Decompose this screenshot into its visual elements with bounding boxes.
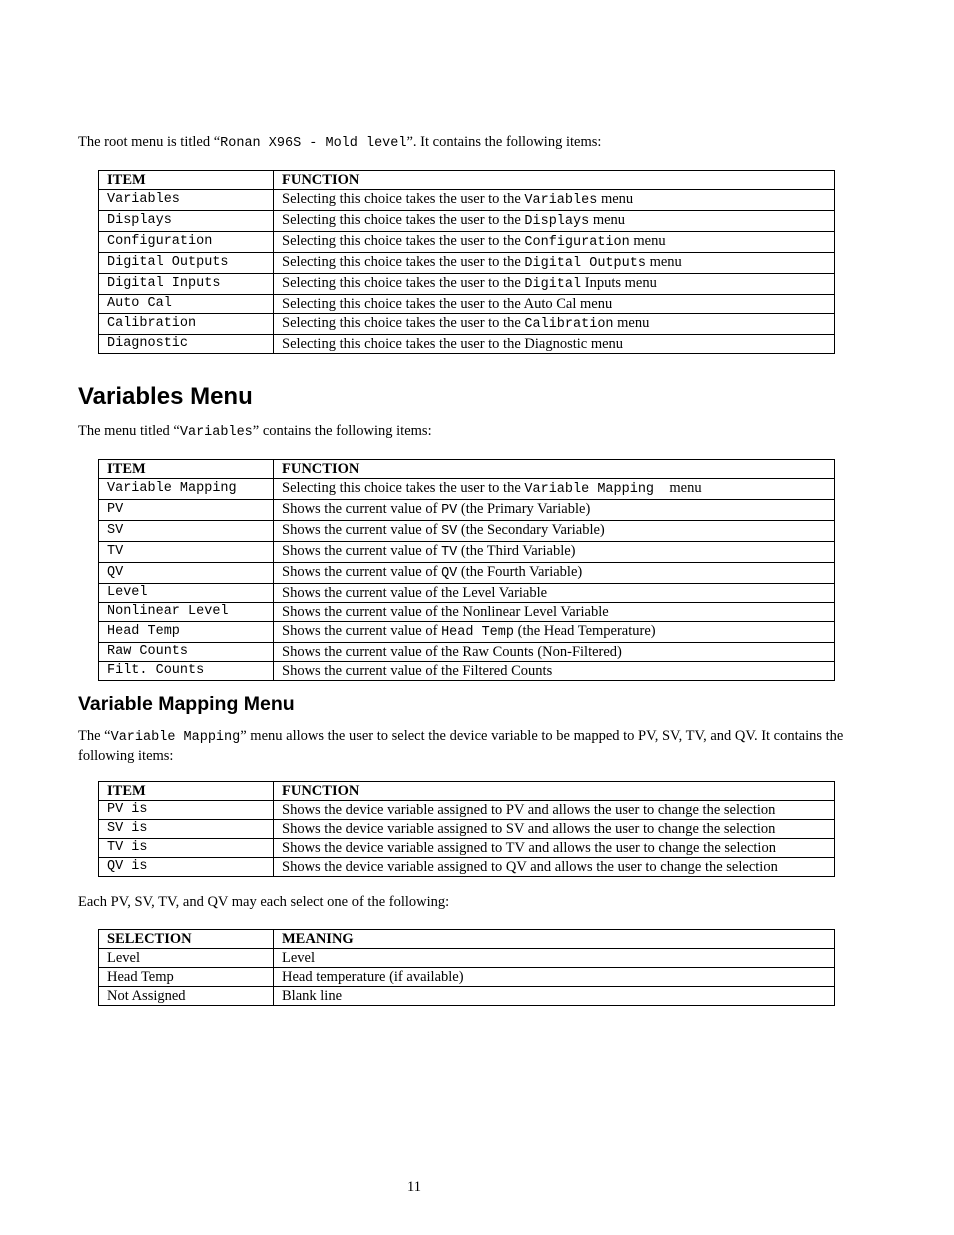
function-code: Displays	[524, 214, 590, 229]
table-row	[99, 858, 835, 877]
cell-item: Digital Inputs	[99, 274, 274, 295]
variable-mapping-menu-heading: Variable Mapping Menu	[78, 693, 295, 715]
table-row	[99, 274, 835, 295]
cell-function	[274, 584, 835, 603]
intro-pre: The “	[78, 728, 111, 744]
cell-item: Head Temp	[99, 968, 274, 987]
cell-item: Displays	[99, 211, 274, 232]
table-row	[99, 820, 835, 839]
variables-menu-intro	[78, 422, 848, 442]
function-text: Shows the current value of the Nonlinear Level Variable	[282, 604, 609, 620]
table-row	[99, 949, 835, 968]
root-menu-table	[98, 170, 835, 354]
table-row	[99, 662, 835, 681]
cell-function	[274, 232, 835, 253]
function-code: SV	[441, 524, 458, 539]
variables-title-code: Variables	[179, 425, 253, 440]
root-menu-title-code: Ronan X96S - Mold level	[220, 136, 407, 151]
table-row	[99, 295, 835, 314]
variable-mapping-intro	[78, 727, 848, 765]
cell-function	[274, 274, 835, 295]
function-code: PV	[441, 503, 458, 518]
cell-function	[274, 314, 835, 335]
function-text: Selecting this choice takes the user to the	[282, 212, 525, 228]
cell-function	[274, 295, 835, 314]
header-item: ITEM	[99, 782, 274, 801]
variables-menu-table	[98, 459, 835, 681]
function-text: Shows the device variable assigned to SV and allows the user to change the selection	[282, 821, 776, 837]
table-row	[99, 622, 835, 643]
intro-pre: The menu titled “	[78, 423, 180, 439]
function-text-suffix: menu	[645, 254, 682, 270]
table-row	[99, 335, 835, 354]
function-text: Selecting this choice takes the user to the Auto Cal menu	[282, 296, 613, 312]
table-row	[99, 603, 835, 622]
cell-function	[274, 820, 835, 839]
table-header-row	[99, 782, 835, 801]
function-text-suffix: menu	[613, 315, 650, 331]
cell-function	[274, 801, 835, 820]
variable-mapping-table	[98, 781, 835, 877]
cell-item: QV	[99, 563, 274, 584]
table-row	[99, 839, 835, 858]
function-code: QV	[441, 566, 458, 581]
cell-function	[274, 479, 835, 500]
function-text: Shows the device variable assigned to QV and allows the user to change the selection	[282, 859, 778, 875]
cell-function	[274, 211, 835, 232]
function-text: Shows the current value of	[282, 543, 442, 559]
function-text: Selecting this choice takes the user to the	[282, 254, 525, 270]
selection-table	[98, 929, 835, 1006]
cell-item: Diagnostic	[99, 335, 274, 354]
cell-function	[274, 643, 835, 662]
header-item: ITEM	[99, 171, 274, 190]
cell-item: Filt. Counts	[99, 662, 274, 681]
function-text-suffix: menu	[589, 212, 626, 228]
table-row	[99, 987, 835, 1006]
function-text-suffix: menu	[629, 233, 666, 249]
cell-item: TV	[99, 542, 274, 563]
table-row	[99, 190, 835, 211]
intro-post: ” contains the following items:	[252, 423, 432, 439]
selection-intro: Each PV, SV, TV, and QV may each select one of the following:	[78, 894, 450, 910]
function-text: Selecting this choice takes the user to the	[282, 191, 525, 207]
cell-item: Variable Mapping	[99, 479, 274, 500]
table-row	[99, 643, 835, 662]
function-text: Shows the current value of	[282, 522, 442, 538]
function-text: Shows the current value of the Level Variable	[282, 585, 548, 601]
table-row	[99, 479, 835, 500]
page-number: 11	[407, 1179, 421, 1195]
function-text-suffix: menu	[597, 191, 634, 207]
cell-function	[274, 968, 835, 987]
function-text: Level	[282, 950, 316, 966]
table-row	[99, 542, 835, 563]
function-code: Variables	[524, 193, 598, 208]
cell-function	[274, 839, 835, 858]
cell-item: Auto Cal	[99, 295, 274, 314]
table-header-row	[99, 930, 835, 949]
cell-function	[274, 335, 835, 354]
table-row	[99, 232, 835, 253]
cell-item: TV is	[99, 839, 274, 858]
header-function: FUNCTION	[274, 782, 835, 801]
cell-function	[274, 500, 835, 521]
cell-function	[274, 662, 835, 681]
cell-function	[274, 622, 835, 643]
function-text: Shows the current value of	[282, 501, 442, 517]
table-header-row	[99, 460, 835, 479]
cell-function	[274, 563, 835, 584]
header-item: ITEM	[99, 460, 274, 479]
cell-item: Level	[99, 949, 274, 968]
table-row	[99, 211, 835, 232]
function-code: Variable Mapping	[524, 482, 663, 497]
function-code: TV	[441, 545, 458, 560]
function-text: Shows the device variable assigned to PV and allows the user to change the selection	[282, 802, 776, 818]
function-text: Shows the current value of the Raw Counts (Non-Filtered)	[282, 644, 622, 660]
cell-item: SV is	[99, 820, 274, 839]
table-header-row	[99, 171, 835, 190]
root-menu-intro	[78, 133, 848, 153]
function-text: Selecting this choice takes the user to the	[282, 275, 525, 291]
header-meaning: MEANING	[274, 930, 835, 949]
cell-item: Digital Outputs	[99, 253, 274, 274]
function-text: Shows the current value of the Filtered Counts	[282, 663, 553, 679]
function-text-suffix: menu	[662, 480, 702, 496]
cell-item: PV	[99, 500, 274, 521]
function-code: Calibration	[524, 317, 614, 332]
table-row	[99, 968, 835, 987]
function-text: Selecting this choice takes the user to the Diagnostic menu	[282, 336, 624, 352]
cell-function	[274, 253, 835, 274]
cell-item: QV is	[99, 858, 274, 877]
cell-item: Head Temp	[99, 622, 274, 643]
table-row	[99, 314, 835, 335]
function-code: Configuration	[524, 235, 630, 250]
function-text: Blank line	[282, 988, 343, 1004]
function-text: Shows the device variable assigned to TV and allows the user to change the selection	[282, 840, 776, 856]
function-code: Digital Outputs	[524, 256, 646, 271]
cell-function	[274, 190, 835, 211]
cell-function	[274, 987, 835, 1006]
header-function: FUNCTION	[274, 171, 835, 190]
table-row	[99, 500, 835, 521]
cell-item: Configuration	[99, 232, 274, 253]
table-row	[99, 584, 835, 603]
table-row	[99, 521, 835, 542]
variable-mapping-code: Variable Mapping	[110, 730, 241, 745]
cell-item: Raw Counts	[99, 643, 274, 662]
variables-menu-heading: Variables Menu	[78, 383, 253, 410]
function-text: Shows the current value of	[282, 623, 442, 639]
function-text: Shows the current value of	[282, 564, 442, 580]
cell-item: Calibration	[99, 314, 274, 335]
function-text-suffix: (the Primary Variable)	[457, 501, 591, 517]
cell-function	[274, 603, 835, 622]
function-text-suffix: (the Third Variable)	[457, 543, 576, 559]
function-text: Selecting this choice takes the user to the	[282, 480, 525, 496]
intro-post: ”. It contains the following items:	[406, 134, 602, 150]
cell-function	[274, 858, 835, 877]
function-code: Digital	[524, 277, 582, 292]
table-row	[99, 801, 835, 820]
function-text-suffix: (the Secondary Variable)	[457, 522, 605, 538]
table-row	[99, 253, 835, 274]
cell-function	[274, 542, 835, 563]
cell-function	[274, 521, 835, 542]
cell-item: Nonlinear Level	[99, 603, 274, 622]
function-code: Head Temp	[441, 625, 514, 640]
function-text: Head temperature (if available)	[282, 969, 464, 985]
intro-post: ” menu allows the user to select the device variable to be mapped to PV, SV, TV, and QV. It contains the following items:	[78, 728, 844, 764]
function-text: Selecting this choice takes the user to the	[282, 315, 525, 331]
cell-item: SV	[99, 521, 274, 542]
cell-item: Variables	[99, 190, 274, 211]
cell-item: PV is	[99, 801, 274, 820]
function-text-suffix: (the Head Temperature)	[513, 623, 656, 639]
cell-item: Level	[99, 584, 274, 603]
intro-pre: The root menu is titled “	[78, 134, 221, 150]
cell-function	[274, 949, 835, 968]
header-function: FUNCTION	[274, 460, 835, 479]
table-row	[99, 563, 835, 584]
header-selection: SELECTION	[99, 930, 274, 949]
function-text: Selecting this choice takes the user to the	[282, 233, 525, 249]
function-text-suffix: (the Fourth Variable)	[457, 564, 583, 580]
cell-item: Not Assigned	[99, 987, 274, 1006]
function-text-suffix: Inputs menu	[581, 275, 657, 291]
